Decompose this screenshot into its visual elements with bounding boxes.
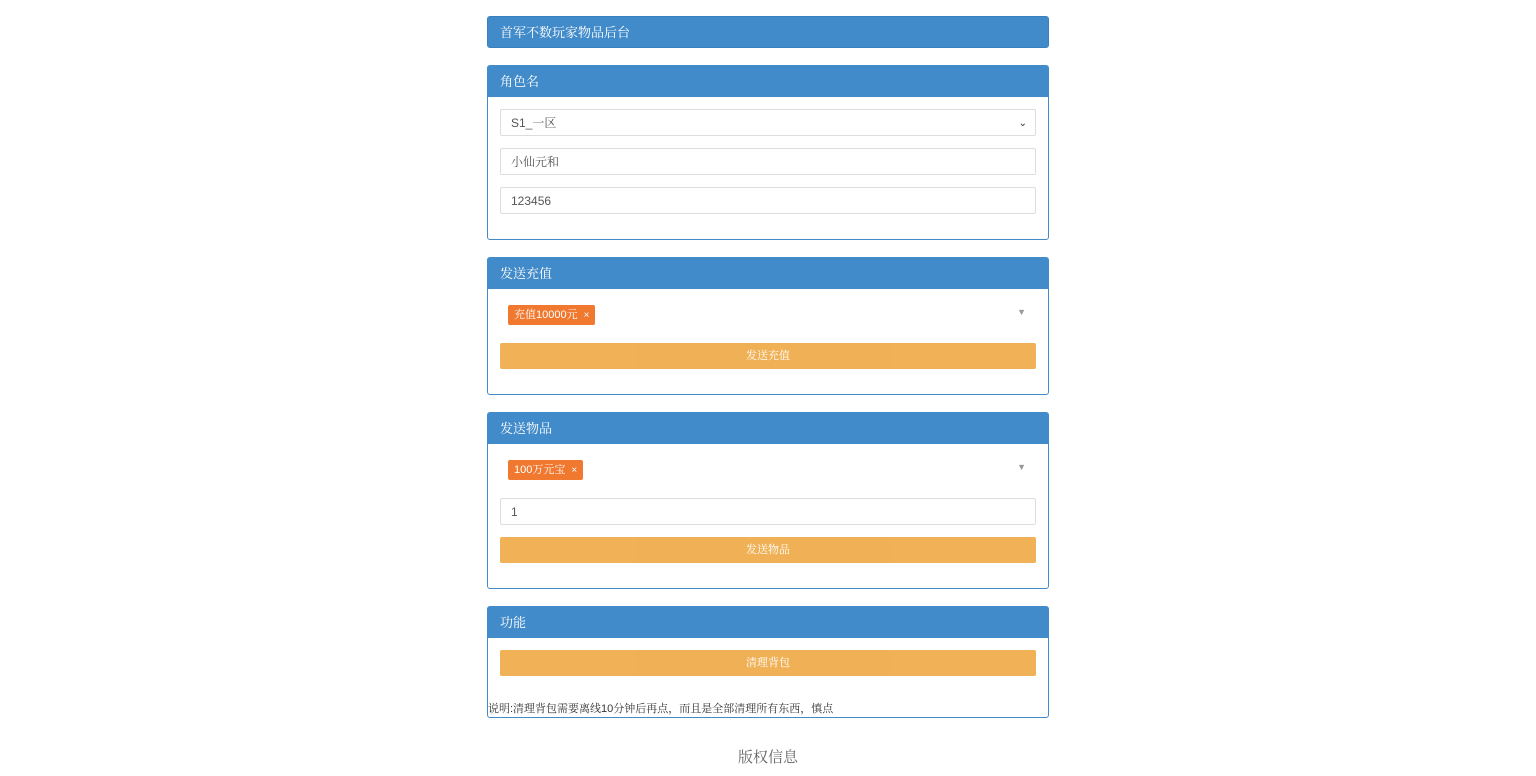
send-items-button[interactable]: 发送物品 <box>500 537 1036 563</box>
functions-note: 说明:清理背包需要离线10分钟后再点，而且是全部清理所有东西，慎点 <box>488 703 834 715</box>
recharge-panel-heading: 发送充值 <box>488 258 1048 289</box>
items-panel <box>487 412 1049 589</box>
item-tag[interactable] <box>508 460 583 480</box>
recharge-multiselect[interactable] <box>500 301 1036 331</box>
recharge-tag[interactable] <box>508 305 595 325</box>
recharge-tag-label: 充值10000元 <box>514 309 578 321</box>
items-multiselect[interactable] <box>500 456 1036 486</box>
close-icon[interactable]: × <box>583 310 590 321</box>
role-name-input[interactable]: 小仙元和 <box>500 148 1036 175</box>
chevron-down-icon: ▼ <box>1017 462 1026 472</box>
role-panel <box>487 65 1049 240</box>
role-panel-heading: 角色名 <box>488 66 1048 97</box>
functions-panel <box>487 606 1049 718</box>
chevron-down-icon: ▼ <box>1017 307 1026 317</box>
functions-panel-heading: 功能 <box>488 607 1048 638</box>
chevron-down-icon: ⌄ <box>1018 118 1027 129</box>
send-recharge-button[interactable]: 发送充值 <box>500 343 1036 369</box>
main-container <box>487 16 1049 718</box>
recharge-panel <box>487 257 1049 395</box>
password-input[interactable]: 123456 <box>500 187 1036 214</box>
items-panel-heading: 发送物品 <box>488 413 1048 444</box>
item-tag-label: 100万元宝 <box>514 464 566 476</box>
server-select-value: S1_一区 <box>511 116 557 130</box>
copyright-footer: 版权信息 <box>737 749 798 766</box>
page-title: 首军不数玩家物品后台 <box>487 16 1049 48</box>
clear-bag-button[interactable]: 清理背包 <box>500 650 1036 676</box>
server-select[interactable] <box>500 109 1036 136</box>
close-icon[interactable]: × <box>571 465 578 476</box>
quantity-input[interactable]: 1 <box>500 498 1036 525</box>
